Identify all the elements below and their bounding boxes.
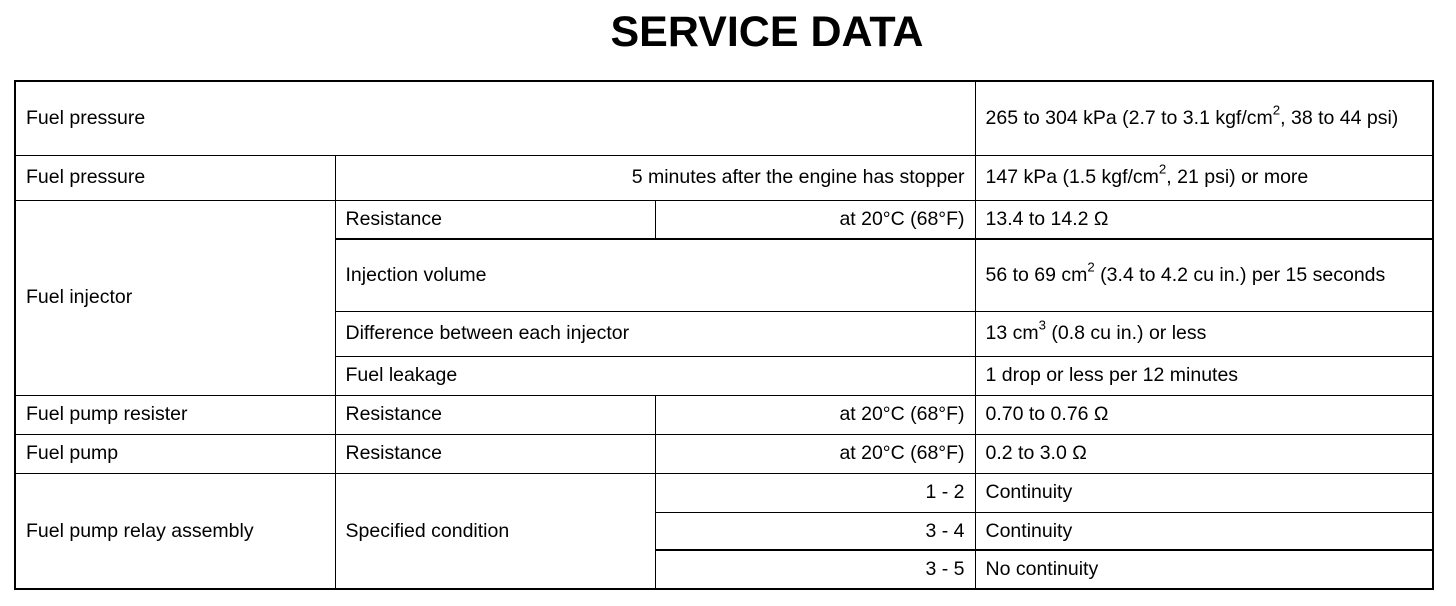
row-value: 13.4 to 14.2 Ω [975,200,1433,239]
row-item: Resistance [335,395,655,434]
row-label: Fuel injector [15,200,335,395]
table-row [15,473,1433,512]
table-row [15,434,1433,473]
row-condition: at 20°C (68°F) [655,434,975,473]
row-value: 0.70 to 0.76 Ω [975,395,1433,434]
row-item: Resistance [335,434,655,473]
row-item: Fuel leakage [335,356,975,395]
row-condition: 5 minutes after the engine has stopper [335,155,975,200]
relay-terminals: 3 - 4 [655,512,975,550]
row-label: Fuel pressure [15,155,335,200]
row-condition: at 20°C (68°F) [655,395,975,434]
row-value: 147 kPa (1.5 kgf/$cm^2$, 21 psi) or more [975,155,1433,200]
table-row [15,200,1433,239]
row-label: Fuel pump [15,434,335,473]
table-row [15,155,1433,200]
row-label: Fuel pump relay assembly [15,473,335,589]
row-value: 265 to 304 kPa (2.7 to 3.1 kgf/$cm^2$, 38 to 44 psi) [975,81,1433,155]
row-value: 56 to 69 $cm^2$ (3.4 to 4.2 cu in.) per 15 seconds [975,239,1433,311]
relay-result: Continuity [975,473,1433,512]
relay-terminals: 1 - 2 [655,473,975,512]
row-condition: at 20°C (68°F) [655,200,975,239]
row-item: Resistance [335,200,655,239]
row-value: 13 $cm^3$ (0.8 cu in.) or less [975,311,1433,356]
row-value: 1 drop or less per 12 minutes [975,356,1433,395]
row-item: Injection volume [335,239,975,311]
row-item: Specified condition [335,473,655,589]
relay-result: No continuity [975,550,1433,589]
service-data-table [14,80,1434,590]
row-label: Fuel pump resister [15,395,335,434]
relay-terminals: 3 - 5 [655,550,975,589]
table-row [15,81,1433,155]
relay-result: Continuity [975,512,1433,550]
row-label: Fuel pressure [15,81,975,155]
row-value: 0.2 to 3.0 Ω [975,434,1433,473]
row-item: Difference between each injector [335,311,975,356]
page-title: SERVICE DATA [610,8,924,56]
table-row [15,395,1433,434]
